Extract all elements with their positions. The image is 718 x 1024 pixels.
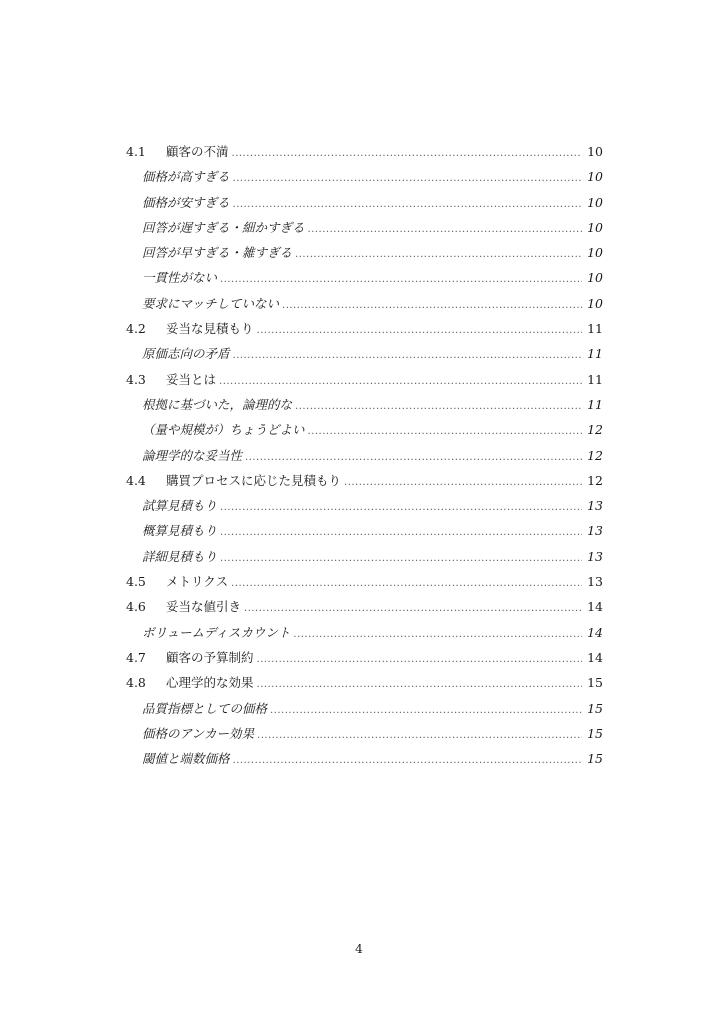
dot-leader xyxy=(232,141,582,166)
toc-section-entry[interactable] xyxy=(126,645,603,670)
toc-entry-title: 試算見積もり xyxy=(142,498,218,514)
dot-leader xyxy=(344,470,582,495)
toc-page-number: 11 xyxy=(587,371,603,387)
dot-leader xyxy=(257,647,582,672)
toc-entry-title: 顧客の予算制約 xyxy=(166,649,254,665)
toc-page-number: 13 xyxy=(587,498,603,514)
dot-leader xyxy=(245,445,582,470)
toc-subsection-entry[interactable] xyxy=(126,392,603,417)
toc-page-number: 15 xyxy=(587,751,603,767)
toc-subsection-entry[interactable] xyxy=(126,443,603,468)
dot-leader xyxy=(233,748,582,773)
dot-leader xyxy=(233,343,582,368)
toc-section-number: 4.5 xyxy=(126,574,146,590)
toc-entry-title: 根拠に基づいた，論理的な xyxy=(142,396,293,412)
toc-page-number: 10 xyxy=(587,169,603,185)
dot-leader xyxy=(233,166,582,191)
dot-leader xyxy=(233,192,582,217)
toc-subsection-entry[interactable] xyxy=(126,696,603,721)
toc-subsection-entry[interactable] xyxy=(126,190,603,215)
dot-leader xyxy=(257,672,582,697)
toc-page-number: 12 xyxy=(587,472,603,488)
toc-entry-title: 購買プロセスに応じた見積もり xyxy=(166,472,342,488)
page-number: 4 xyxy=(355,942,363,956)
toc-page-number: 10 xyxy=(587,295,603,311)
toc-section-entry[interactable] xyxy=(126,367,603,392)
toc-subsection-entry[interactable] xyxy=(126,620,603,645)
toc-section-entry[interactable] xyxy=(126,594,603,619)
toc-page-number: 15 xyxy=(587,700,603,716)
toc-subsection-entry[interactable] xyxy=(126,240,603,265)
toc-page-number: 15 xyxy=(587,675,603,691)
toc-page-number: 10 xyxy=(587,194,603,210)
toc-page-number: 10 xyxy=(587,144,603,159)
toc-subsection-entry[interactable] xyxy=(126,164,603,189)
dot-leader xyxy=(295,242,582,267)
toc-subsection-entry[interactable] xyxy=(126,215,603,240)
toc-entry-title: 一貫性がない xyxy=(142,270,218,286)
toc-page-number: 14 xyxy=(587,599,603,615)
toc-entry-title: 要求にマッチしていない xyxy=(142,295,280,311)
toc-section-number: 4.6 xyxy=(126,599,146,615)
toc-entry-title: 妥当な値引き xyxy=(166,599,242,615)
toc-page-number: 15 xyxy=(587,725,603,741)
toc-section-number: 4.4 xyxy=(126,472,146,488)
dot-leader xyxy=(270,698,582,723)
toc-entry-title: ボリュームディスカウント xyxy=(142,624,291,640)
dot-leader xyxy=(308,217,582,242)
toc-section-entry[interactable] xyxy=(126,670,603,695)
dot-leader xyxy=(220,520,582,545)
toc-page-number: 14 xyxy=(587,624,603,640)
table-of-contents xyxy=(126,139,603,771)
toc-subsection-entry[interactable] xyxy=(126,746,603,771)
dot-leader xyxy=(219,369,582,394)
toc-page-number: 10 xyxy=(587,270,603,286)
toc-entry-title: 顧客の不満 xyxy=(166,144,229,159)
toc-page-number: 12 xyxy=(587,447,603,463)
toc-entry-title: 価格が安すぎる xyxy=(142,194,230,210)
toc-entry-title: 回答が遅すぎる・細かすぎる xyxy=(142,219,305,235)
dot-leader xyxy=(244,596,582,621)
toc-entry-title: メトリクス xyxy=(166,574,229,590)
toc-entry-title: （量や規模が）ちょうどよい xyxy=(142,422,305,438)
toc-section-entry[interactable] xyxy=(126,468,603,493)
toc-section-number: 4.7 xyxy=(126,649,146,665)
toc-page-number: 11 xyxy=(587,396,603,412)
dot-leader xyxy=(220,495,582,520)
toc-section-number: 4.2 xyxy=(126,321,146,337)
toc-entry-title: 閾値と端数価格 xyxy=(142,751,230,767)
toc-entry-title: 妥当な見積もり xyxy=(166,321,254,337)
toc-subsection-entry[interactable] xyxy=(126,417,603,442)
toc-page-number: 10 xyxy=(587,245,603,261)
toc-page-number: 12 xyxy=(587,422,603,438)
toc-entry-title: 価格のアンカー効果 xyxy=(142,725,255,741)
toc-page-number: 11 xyxy=(587,321,603,337)
dot-leader xyxy=(308,419,582,444)
toc-subsection-entry[interactable] xyxy=(126,721,603,746)
dot-leader xyxy=(231,571,582,596)
toc-page-number: 14 xyxy=(587,649,603,665)
toc-section-entry[interactable] xyxy=(126,139,603,164)
toc-subsection-entry[interactable] xyxy=(126,493,603,518)
toc-subsection-entry[interactable] xyxy=(126,265,603,290)
toc-entry-title: 論理学的な妥当性 xyxy=(142,447,243,463)
toc-entry-title: 回答が早すぎる・雑すぎる xyxy=(142,245,293,261)
dot-leader xyxy=(257,318,582,343)
toc-entry-title: 詳細見積もり xyxy=(142,548,218,564)
toc-section-number: 4.3 xyxy=(126,371,146,387)
toc-page-number: 13 xyxy=(587,523,603,539)
toc-page-number: 11 xyxy=(587,346,603,362)
dot-leader xyxy=(257,723,582,748)
toc-entry-title: 概算見積もり xyxy=(142,523,218,539)
toc-entry-title: 妥当とは xyxy=(166,371,217,387)
dot-leader xyxy=(282,293,582,318)
toc-page-number: 13 xyxy=(587,574,603,590)
dot-leader xyxy=(220,546,582,571)
toc-section-entry[interactable] xyxy=(126,316,603,341)
toc-section-number: 4.1 xyxy=(126,144,146,159)
dot-leader xyxy=(293,622,582,647)
toc-section-entry[interactable] xyxy=(126,569,603,594)
toc-subsection-entry[interactable] xyxy=(126,518,603,543)
toc-page-number: 10 xyxy=(587,219,603,235)
toc-subsection-entry[interactable] xyxy=(126,291,603,316)
toc-entry-title: 原価志向の矛盾 xyxy=(142,346,230,362)
toc-section-number: 4.8 xyxy=(126,675,146,691)
toc-entry-title: 価格が高すぎる xyxy=(142,169,230,185)
dot-leader xyxy=(295,394,582,419)
toc-page-number: 13 xyxy=(587,548,603,564)
toc-entry-title: 品質指標としての価格 xyxy=(142,700,268,716)
toc-subsection-entry[interactable] xyxy=(126,544,603,569)
toc-entry-title: 心理学的な効果 xyxy=(166,675,254,691)
dot-leader xyxy=(220,267,582,292)
toc-subsection-entry[interactable] xyxy=(126,341,603,366)
